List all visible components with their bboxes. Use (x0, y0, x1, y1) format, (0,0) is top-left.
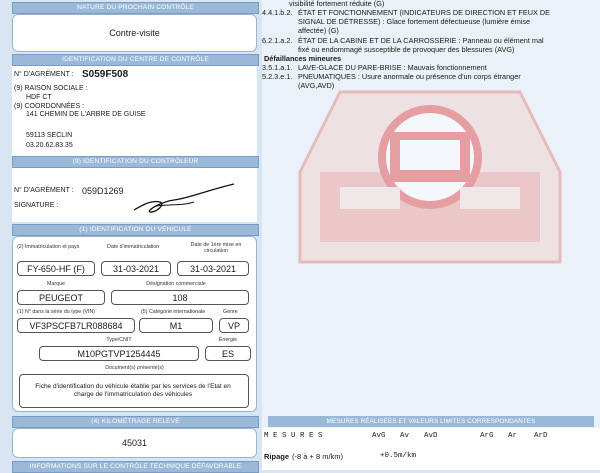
controller-signature-label: SIGNATURE : (14, 202, 59, 209)
category-field: M1 (139, 318, 213, 333)
measures-col-ar: Ar (508, 432, 518, 440)
defect2-line2: fixé ou endommagé susceptible de provoquer des blessures (AVG) (298, 45, 515, 54)
first-date-field: 31-03-2021 (177, 261, 249, 276)
measures-col-avd: AvD (424, 432, 438, 440)
genre-field: VP (219, 318, 249, 333)
defect-line0: visibilité fortement réduite (G) (289, 0, 385, 8)
center-agreement-value: S059F508 (82, 69, 129, 80)
defect3-line1: LAVE-GLACE DU PARE-BRISE : Mauvais fonctionnement (298, 63, 487, 72)
type-field: M10PGTVP1254445 (39, 346, 199, 361)
defect2-line1: ÉTAT DE LA CABINE ET DE LA CARROSSERIE : Panneau ou élément mal (298, 36, 544, 45)
defect3-code: 3.5.1.a.1. (262, 63, 293, 72)
next-inspection-box (12, 14, 257, 52)
right-column (262, 0, 600, 470)
controller-box (12, 168, 257, 222)
car-watermark-icon (280, 62, 580, 292)
plate-label: (2) Immatriculation et pays (17, 244, 80, 250)
next-inspection-value: Contre-visite (109, 28, 160, 38)
center-agreement-label: N° D'AGRÉMENT : (14, 71, 74, 78)
vehicle-box (12, 236, 257, 412)
controller-agreement-label: N° D'AGRÉMENT : (14, 187, 74, 194)
center-box (12, 66, 257, 156)
mileage-box (12, 428, 257, 458)
defect4-line2: (AVG,AVD) (298, 81, 335, 90)
vehicle-header: (1) IDENTIFICATION DU VÉHICULE (12, 224, 259, 236)
measures-table (262, 428, 600, 470)
ripage-limits: (-8 à + 8 m/km) (292, 452, 344, 461)
reg-date-field: 31-03-2021 (101, 261, 171, 276)
measures-col-avg: AvG (372, 432, 386, 440)
controller-agreement-value: 059D1269 (82, 186, 124, 196)
reg-date-label: Date d'immatriculation (107, 244, 160, 250)
defect1-line1: ÉTAT ET FONCTIONNEMENT (INDICATEURS DE DIRECTION ET FEUX DE (298, 8, 551, 17)
ripage-label: Ripage (264, 452, 290, 461)
measures-col-av: Av (400, 432, 410, 440)
minor-defects-header: Défaillances mineures (264, 54, 342, 63)
center-city: 59113 SECLIN (26, 132, 73, 139)
left-column (0, 0, 262, 470)
center-phone: 03.20.62.83.35 (26, 142, 73, 149)
defect4-code: 5.2.3.e.1. (262, 72, 293, 81)
controller-header: (9) IDENTIFICATION DU CONTRÔLEUR (12, 156, 259, 168)
ripage-value: +0.5m/km (380, 452, 417, 460)
defect1-line3: affectée) (G) (298, 26, 339, 35)
next-inspection-header: NATURE DU PROCHAIN CONTRÔLE (12, 2, 259, 14)
type-label: Type/CNIT (106, 337, 132, 343)
measures-header: MESURES RÉALISÉES ET VALEURS LIMITES CORRESPONDANTES (268, 416, 594, 427)
center-header: IDENTIFICATION DU CENTRE DE CONTRÔLE (12, 54, 259, 66)
center-social-value: HDF CT (26, 94, 52, 101)
first-date-label: Date de 1ère mise en circulation (190, 242, 242, 254)
center-address: 141 CHEMIN DE L'ARBRE DE GUISE (26, 111, 146, 118)
brand-field: PEUGEOT (17, 290, 105, 305)
brand-label: Marque (47, 281, 65, 287)
defect1-code: 4.4.1.b.2. (262, 8, 293, 17)
genre-label: Genre (223, 309, 238, 315)
documents-field (19, 374, 249, 408)
measures-label: M E S U R E S (264, 432, 323, 440)
vin-label: (1) N° dans la série du type (VIN) (17, 309, 96, 315)
vin-field: VF3PSCFB7LR088684 (17, 318, 135, 333)
documents-value: Fiche d'identification du véhicule établie par les services de l'Etat en charge de l'immatriculation des véhicules (35, 383, 231, 398)
signature-image (130, 180, 240, 216)
model-field: 108 (111, 290, 249, 305)
defect2-code: 6.2.1.a.2. (262, 36, 293, 45)
model-label: Désignation commerciale (146, 281, 206, 287)
defect1-line2: SIGNAL DE DÉTRESSE) : Glace fortement défectueuse (lumière émise (298, 17, 531, 26)
energy-field: ES (205, 346, 251, 361)
measures-col-arg: ArG (480, 432, 494, 440)
documents-label: Document(s) présenté(s) (105, 365, 164, 371)
category-label: (5) Catégorie internationale (141, 309, 206, 315)
bottom-header: INFORMATIONS SUR LE CONTRÔLE TECHNIQUE DÉFAVORABLE (12, 461, 259, 473)
measures-col-ard: ArD (534, 432, 548, 440)
mileage-value: 45031 (121, 438, 148, 448)
defect4-line1: PNEUMATIQUES : Usure anormale ou présence d'un corps étranger (298, 72, 521, 81)
center-social-label: (9) RAISON SOCIALE : (14, 85, 88, 92)
plate-field: FY-650-HF (F) (17, 261, 95, 276)
mileage-header: (4) KILOMÉTRAGE RELEVÉ (12, 416, 259, 428)
energy-label: Énergie (218, 337, 238, 343)
center-coords-label: (9) COORDONNÉES : (14, 103, 85, 110)
